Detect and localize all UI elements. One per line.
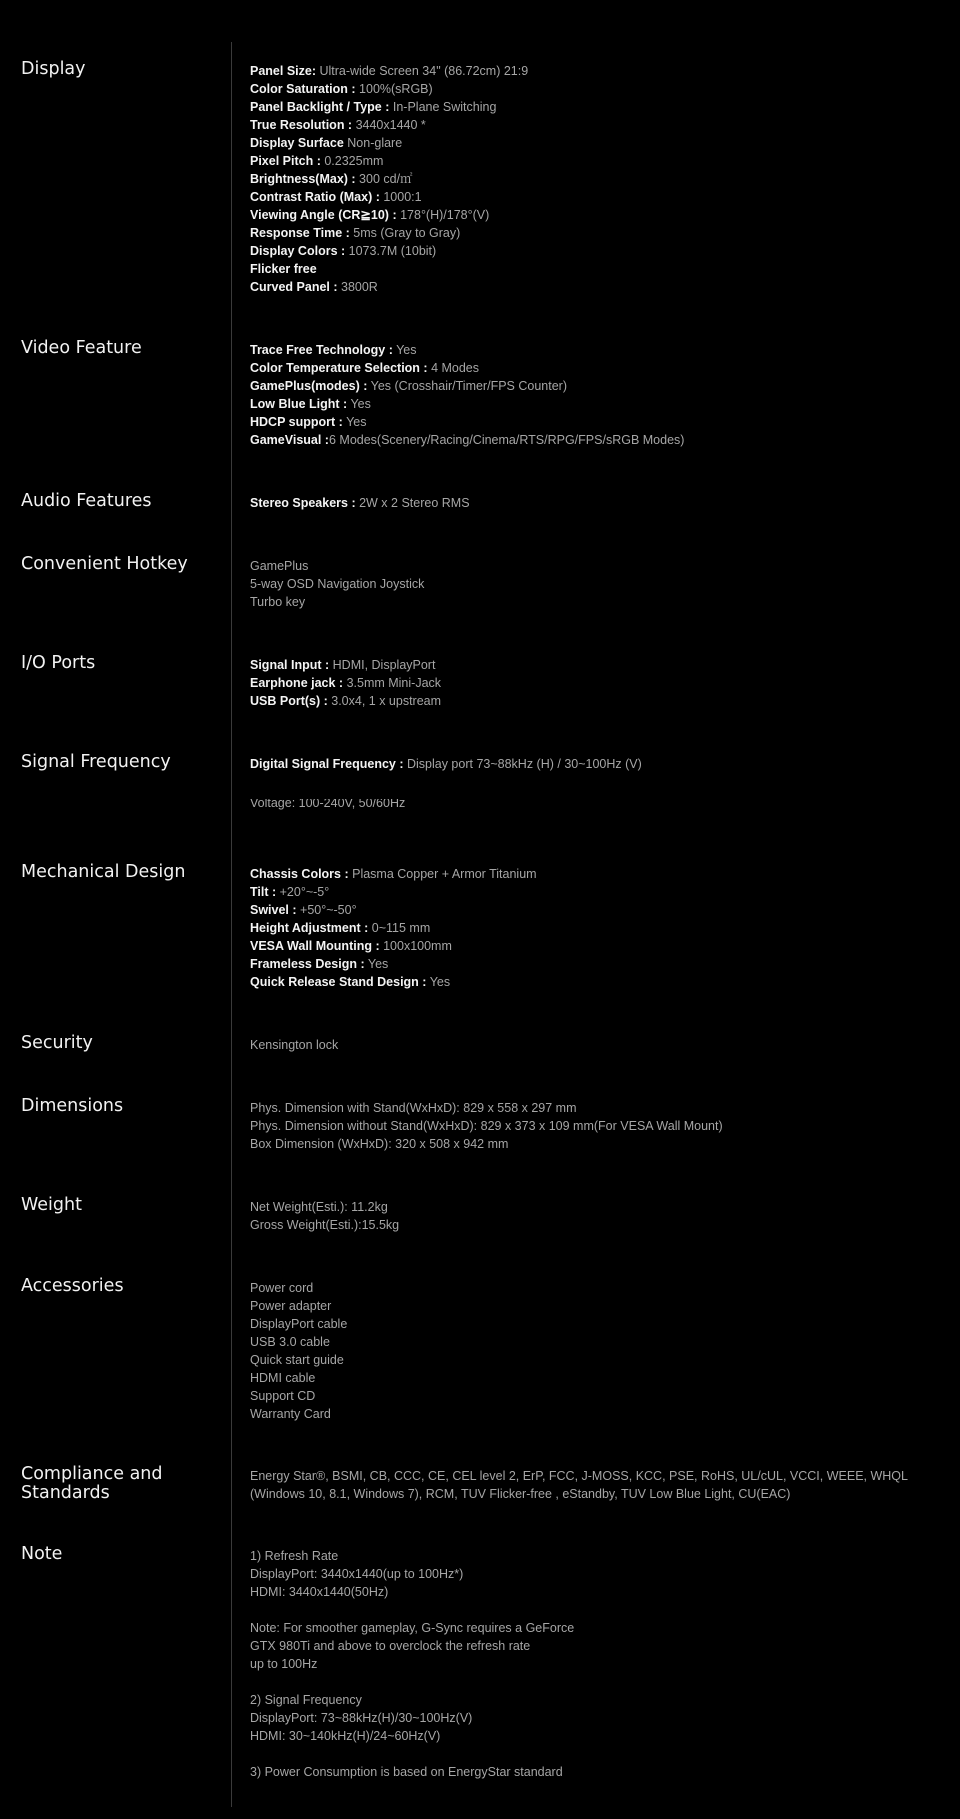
spec-value: 3440x1440 * bbox=[352, 118, 426, 132]
spec-row bbox=[250, 865, 940, 883]
note-line: 3) Power Consumption is based on EnergyStar standard bbox=[250, 1765, 563, 1779]
spec-row bbox=[250, 206, 940, 224]
note-line: GTX 980Ti and above to overclock the refresh rate bbox=[250, 1639, 531, 1653]
spec-value: 1073.7M (10bit) bbox=[345, 244, 437, 258]
spec-row bbox=[250, 901, 940, 919]
spec-value: 100x100mm bbox=[379, 939, 452, 953]
spec-value: Yes bbox=[426, 975, 451, 989]
spec-row bbox=[250, 395, 940, 413]
note-line: HDMI: 3440x1440(50Hz) bbox=[250, 1585, 389, 1599]
list-item: Kensington lock bbox=[250, 1038, 339, 1052]
list-item: Gross Weight(Esti.):15.5kg bbox=[250, 1218, 400, 1232]
spec-row bbox=[250, 692, 940, 710]
section-title-video-feature: Video Feature bbox=[21, 338, 142, 358]
spec-value: 0.2325mm bbox=[320, 154, 384, 168]
spec-key: Low Blue Light : bbox=[250, 397, 348, 411]
section-title-signal-frequency: Signal Frequency bbox=[21, 752, 171, 772]
list-item: Power adapter bbox=[250, 1299, 332, 1313]
spec-key: Response Time : bbox=[250, 226, 350, 240]
column-divider bbox=[231, 42, 232, 1807]
spec-value: 300 cd/㎡ bbox=[355, 172, 413, 186]
list-item: Phys. Dimension with Stand(WxHxD): 829 x 558 x 297 mm bbox=[250, 1101, 577, 1115]
spec-value: +20°~-5° bbox=[276, 885, 330, 899]
list-item: Box Dimension (WxHxD): 320 x 508 x 942 mm bbox=[250, 1137, 509, 1151]
section-title-note: Note bbox=[21, 1544, 63, 1564]
spec-key: Trace Free Technology : bbox=[250, 343, 393, 357]
spec-list-weight bbox=[250, 1198, 940, 1234]
spec-list-display bbox=[250, 62, 940, 296]
spec-row bbox=[250, 116, 940, 134]
list-item: GamePlus bbox=[250, 559, 309, 573]
list-item: Support CD bbox=[250, 1389, 316, 1403]
spec-key: Contrast Ratio (Max) : bbox=[250, 190, 380, 204]
spec-list-io-ports bbox=[250, 656, 940, 710]
spec-key: Digital Signal Frequency : bbox=[250, 757, 404, 771]
spec-row bbox=[250, 674, 940, 692]
spacer bbox=[250, 1601, 940, 1619]
spec-row bbox=[250, 656, 940, 674]
list-item: DisplayPort cable bbox=[250, 1317, 348, 1331]
spec-key: Tilt : bbox=[250, 885, 277, 899]
list-item: 5-way OSD Navigation Joystick bbox=[250, 577, 425, 591]
spec-value: Yes bbox=[364, 957, 389, 971]
spec-row bbox=[250, 883, 940, 901]
spec-key: True Resolution : bbox=[250, 118, 353, 132]
note-line: Note: For smoother gameplay, G-Sync requires a GeForce bbox=[250, 1621, 575, 1635]
section-title-accessories: Accessories bbox=[21, 1276, 124, 1296]
spec-row bbox=[250, 188, 940, 206]
spec-row bbox=[250, 152, 940, 170]
spec-key: Viewing Angle (CR≧10) : bbox=[250, 208, 397, 222]
spec-key: Stereo Speakers : bbox=[250, 496, 356, 510]
compliance-text: Energy Star®, BSMI, CB, CCC, CE, CEL level 2, ErP, FCC, J-MOSS, KCC, PSE, RoHS, UL/cUL, VCCI, WEEE, WHQL (Windows 10, 8.1, Windows 7), RCM, TUV Flicker-free , eStandby, TUV Low Blue Light, CU(EAC) bbox=[250, 1469, 908, 1501]
spec-list-accessories bbox=[250, 1279, 940, 1423]
section-title-convenient-hotkey: Convenient Hotkey bbox=[21, 554, 188, 574]
spec-key: Earphone jack : bbox=[250, 676, 344, 690]
spec-list-mechanical-design bbox=[250, 865, 940, 991]
spec-list-note bbox=[250, 1547, 940, 1781]
section-title-dimensions: Dimensions bbox=[21, 1096, 124, 1116]
spec-row bbox=[250, 413, 940, 431]
spec-row bbox=[250, 955, 940, 973]
spec-key: Swivel : bbox=[250, 903, 297, 917]
section-title-compliance-standards bbox=[21, 1465, 211, 1503]
spec-key: GamePlus(modes) : bbox=[250, 379, 368, 393]
spec-value: 178°(H)/178°(V) bbox=[396, 208, 490, 222]
spec-key: Panel Backlight / Type : bbox=[250, 100, 390, 114]
spec-row bbox=[250, 80, 940, 98]
spec-row bbox=[250, 134, 940, 152]
spec-value: 2W x 2 Stereo RMS bbox=[355, 496, 470, 510]
spec-key: GameVisual : bbox=[250, 433, 329, 447]
spec-row bbox=[250, 242, 940, 260]
spec-value: 100%(sRGB) bbox=[355, 82, 433, 96]
spec-value: 3800R bbox=[337, 280, 378, 294]
spec-key: Display Surface bbox=[250, 136, 344, 150]
section-title-security: Security bbox=[21, 1033, 93, 1053]
spec-key: Color Saturation : bbox=[250, 82, 356, 96]
spec-row bbox=[250, 431, 940, 449]
section-title-line: Standards bbox=[21, 1483, 110, 1503]
list-item: Turbo key bbox=[250, 595, 306, 609]
spec-key: Height Adjustment : bbox=[250, 921, 369, 935]
spec-value: 1000:1 bbox=[379, 190, 422, 204]
spec-key: Quick Release Stand Design : bbox=[250, 975, 427, 989]
spec-list-convenient-hotkey bbox=[250, 557, 940, 611]
spec-list-audio-features bbox=[250, 494, 940, 512]
note-line: up to 100Hz bbox=[250, 1657, 318, 1671]
spec-value: 6 Modes(Scenery/Racing/Cinema/RTS/RPG/FPS/sRGB Modes) bbox=[328, 433, 685, 447]
spec-value: 4 Modes bbox=[427, 361, 480, 375]
list-item: Power cord bbox=[250, 1281, 314, 1295]
spec-key: Color Temperature Selection : bbox=[250, 361, 428, 375]
spec-value: 3.5mm Mini-Jack bbox=[343, 676, 442, 690]
spec-row bbox=[250, 260, 940, 278]
spec-key: USB Port(s) : bbox=[250, 694, 328, 708]
spec-row bbox=[250, 973, 940, 991]
spec-list-security bbox=[250, 1036, 940, 1054]
list-item: Phys. Dimension without Stand(WxHxD): 829 x 373 x 109 mm(For VESA Wall Mount) bbox=[250, 1119, 723, 1133]
section-title-line: Compliance and bbox=[21, 1464, 163, 1484]
spec-key: VESA Wall Mounting : bbox=[250, 939, 380, 953]
spec-value: Yes bbox=[342, 415, 367, 429]
spec-list-dimensions bbox=[250, 1099, 940, 1153]
spec-value: In-Plane Switching bbox=[389, 100, 497, 114]
list-item: Warranty Card bbox=[250, 1407, 331, 1421]
spacer bbox=[250, 1745, 940, 1763]
spec-list-signal-frequency bbox=[250, 755, 940, 773]
spec-value: 3.0x4, 1 x upstream bbox=[327, 694, 442, 708]
spec-value: Ultra-wide Screen 34" (86.72cm) 21:9 bbox=[316, 64, 529, 78]
spec-row bbox=[250, 494, 940, 512]
list-item: USB 3.0 cable bbox=[250, 1335, 330, 1349]
note-line: DisplayPort: 73~88kHz(H)/30~100Hz(V) bbox=[250, 1711, 473, 1725]
spec-list-video-feature bbox=[250, 341, 940, 449]
spec-row bbox=[250, 937, 940, 955]
section-title-io-ports: I/O Ports bbox=[21, 653, 96, 673]
spec-row bbox=[250, 98, 940, 116]
section-title-weight: Weight bbox=[21, 1195, 82, 1215]
section-title-audio-features: Audio Features bbox=[21, 491, 152, 511]
spec-row bbox=[250, 278, 940, 296]
spec-key: HDCP support : bbox=[250, 415, 343, 429]
spec-row bbox=[250, 359, 940, 377]
spec-value: Yes bbox=[347, 397, 371, 411]
spec-key: Curved Panel : bbox=[250, 280, 338, 294]
spec-key: Panel Size: bbox=[250, 64, 316, 78]
spec-row bbox=[250, 755, 940, 773]
spec-list-compliance-standards bbox=[250, 1467, 940, 1503]
spec-row bbox=[250, 377, 940, 395]
spec-value: 0~115 mm bbox=[368, 921, 431, 935]
spec-value: Plasma Copper + Armor Titanium bbox=[348, 867, 537, 881]
spec-value: HDMI, DisplayPort bbox=[329, 658, 436, 672]
list-item: Quick start guide bbox=[250, 1353, 344, 1367]
note-line: 1) Refresh Rate bbox=[250, 1549, 339, 1563]
spec-value: Yes (Crosshair/Timer/FPS Counter) bbox=[367, 379, 567, 393]
spec-key: Flicker free bbox=[250, 262, 317, 276]
spec-value: Yes bbox=[392, 343, 417, 357]
spec-key: Signal Input : bbox=[250, 658, 330, 672]
voltage-text: Voltage: 100-240V, 50/60Hz bbox=[250, 799, 406, 810]
list-item: HDMI cable bbox=[250, 1371, 316, 1385]
spec-key: Brightness(Max) : bbox=[250, 172, 356, 186]
spec-row bbox=[250, 170, 940, 188]
spacer bbox=[250, 1673, 940, 1691]
note-line: HDMI: 30~140kHz(H)/24~60Hz(V) bbox=[250, 1729, 441, 1743]
spec-value: Non-glare bbox=[343, 136, 403, 150]
spec-key: Display Colors : bbox=[250, 244, 346, 258]
spec-row bbox=[250, 62, 940, 80]
spec-row bbox=[250, 224, 940, 242]
spec-row bbox=[250, 341, 940, 359]
spec-value: +50°~-50° bbox=[296, 903, 357, 917]
list-item: Net Weight(Esti.): 11.2kg bbox=[250, 1200, 388, 1214]
spec-key: Pixel Pitch : bbox=[250, 154, 321, 168]
clipped-voltage-line bbox=[250, 799, 550, 814]
section-title-display: Display bbox=[21, 59, 86, 79]
spec-row bbox=[250, 919, 940, 937]
spec-key: Chassis Colors : bbox=[250, 867, 349, 881]
note-line: 2) Signal Frequency bbox=[250, 1693, 362, 1707]
note-line: DisplayPort: 3440x1440(up to 100Hz*) bbox=[250, 1567, 464, 1581]
spec-value: 5ms (Gray to Gray) bbox=[349, 226, 461, 240]
spec-value: Display port 73~88kHz (H) / 30~100Hz (V) bbox=[403, 757, 642, 771]
spec-key: Frameless Design : bbox=[250, 957, 365, 971]
section-title-mechanical-design: Mechanical Design bbox=[21, 862, 186, 882]
